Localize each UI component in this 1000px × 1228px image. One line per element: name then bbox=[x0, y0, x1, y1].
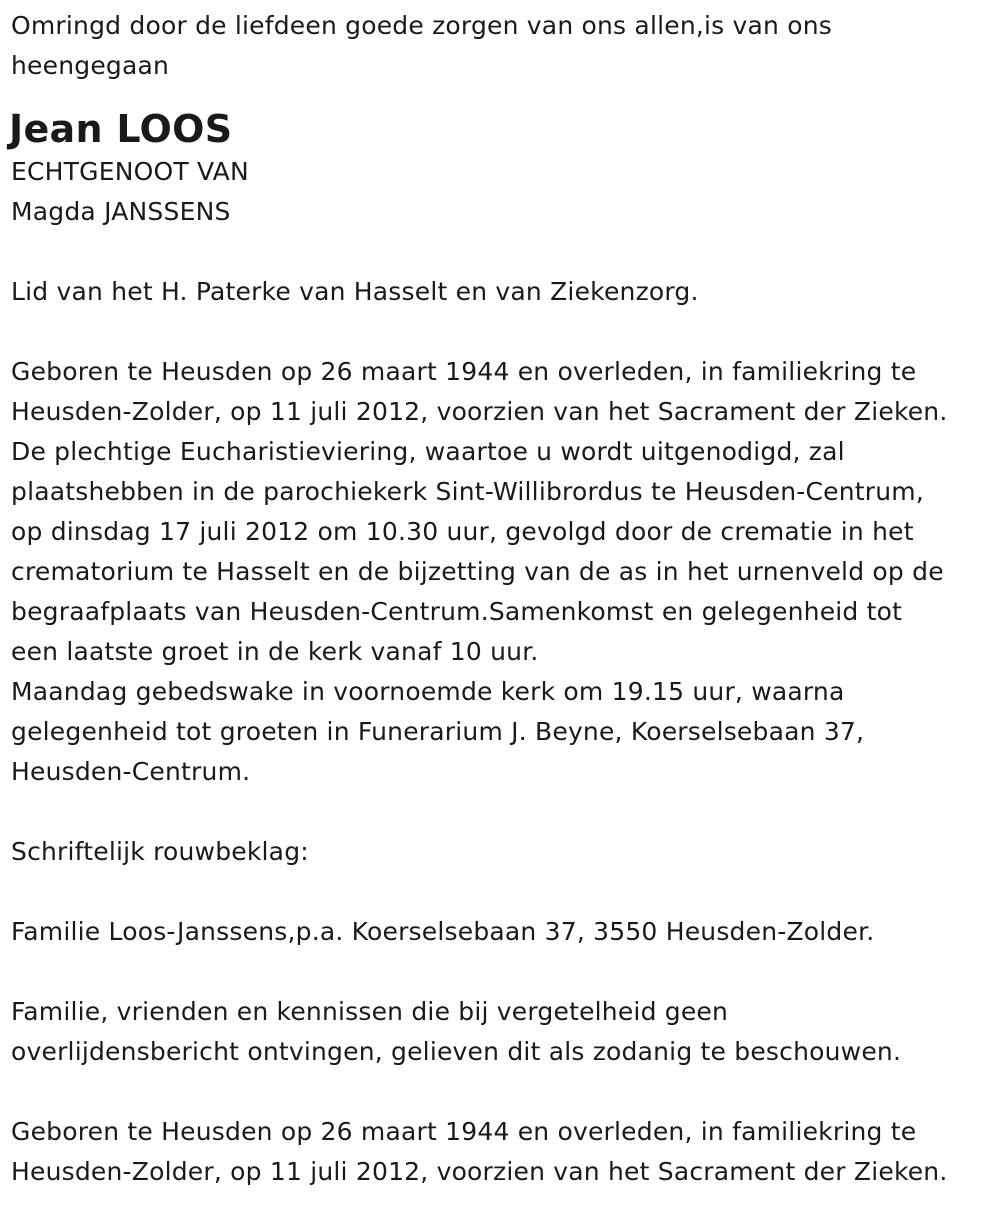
details-line: Maandag gebedswake in voornoemde kerk om 19.15 uur, waarna bbox=[11, 677, 845, 706]
notice-paragraph bbox=[11, 992, 996, 1072]
spacer bbox=[11, 792, 996, 832]
spacer bbox=[11, 1072, 996, 1112]
repeat-paragraph bbox=[11, 1112, 996, 1192]
spacer bbox=[11, 232, 996, 272]
details-line: Heusden-Zolder, op 11 juli 2012, voorzien van het Sacrament der Zieken. bbox=[11, 397, 948, 426]
details-line: een laatste groet in de kerk vanaf 10 uur. bbox=[11, 637, 539, 666]
details-paragraph bbox=[11, 352, 996, 792]
notice-line: overlijdensbericht ontvingen, gelieven dit als zodanig te beschouwen. bbox=[11, 1037, 902, 1066]
repeat-line: Geboren te Heusden op 26 maart 1944 en overleden, in familiekring te bbox=[11, 1117, 917, 1146]
details-line: plaatshebben in de parochiekerk Sint-Willibrordus te Heusden-Centrum, bbox=[11, 477, 924, 506]
spouse-name: Magda JANSSENS bbox=[11, 197, 231, 226]
intro-text bbox=[11, 6, 996, 86]
repeat-line: Heusden-Zolder, op 11 juli 2012, voorzien van het Sacrament der Zieken. bbox=[11, 1157, 948, 1186]
relation-block bbox=[11, 152, 996, 232]
spacer bbox=[11, 312, 996, 352]
intro-line: heengegaan bbox=[11, 51, 170, 80]
details-line: begraafplaats van Heusden-Centrum.Samenkomst en gelegenheid tot bbox=[11, 597, 903, 626]
condolences-heading: Schriftelijk rouwbeklag: bbox=[11, 837, 309, 866]
details-line: gelegenheid tot groeten in Funerarium J. Beyne, Koerselsebaan 37, bbox=[11, 717, 865, 746]
membership-text: Lid van het H. Paterke van Hasselt en van Ziekenzorg. bbox=[11, 277, 699, 306]
relation-line: ECHTGENOOT VAN bbox=[11, 157, 249, 186]
notice-line: Familie, vrienden en kennissen die bij vergetelheid geen bbox=[11, 997, 729, 1026]
deceased-name: Jean LOOS bbox=[9, 107, 233, 151]
obituary-document bbox=[11, 6, 996, 1192]
details-line: op dinsdag 17 juli 2012 om 10.30 uur, gevolgd door de crematie in het bbox=[11, 517, 914, 546]
spacer bbox=[11, 872, 996, 912]
condolences-address: Familie Loos-Janssens,p.a. Koerselsebaan 37, 3550 Heusden-Zolder. bbox=[11, 917, 875, 946]
details-line: De plechtige Eucharistieviering, waartoe u wordt uitgenodigd, zal bbox=[11, 437, 845, 466]
spacer bbox=[11, 952, 996, 992]
details-line: crematorium te Hasselt en de bijzetting van de as in het urnenveld op de bbox=[11, 557, 944, 586]
details-line: Heusden-Centrum. bbox=[11, 757, 251, 786]
intro-line: Omringd door de liefdeen goede zorgen van ons allen,is van ons bbox=[11, 11, 832, 40]
details-line: Geboren te Heusden op 26 maart 1944 en overleden, in familiekring te bbox=[11, 357, 917, 386]
